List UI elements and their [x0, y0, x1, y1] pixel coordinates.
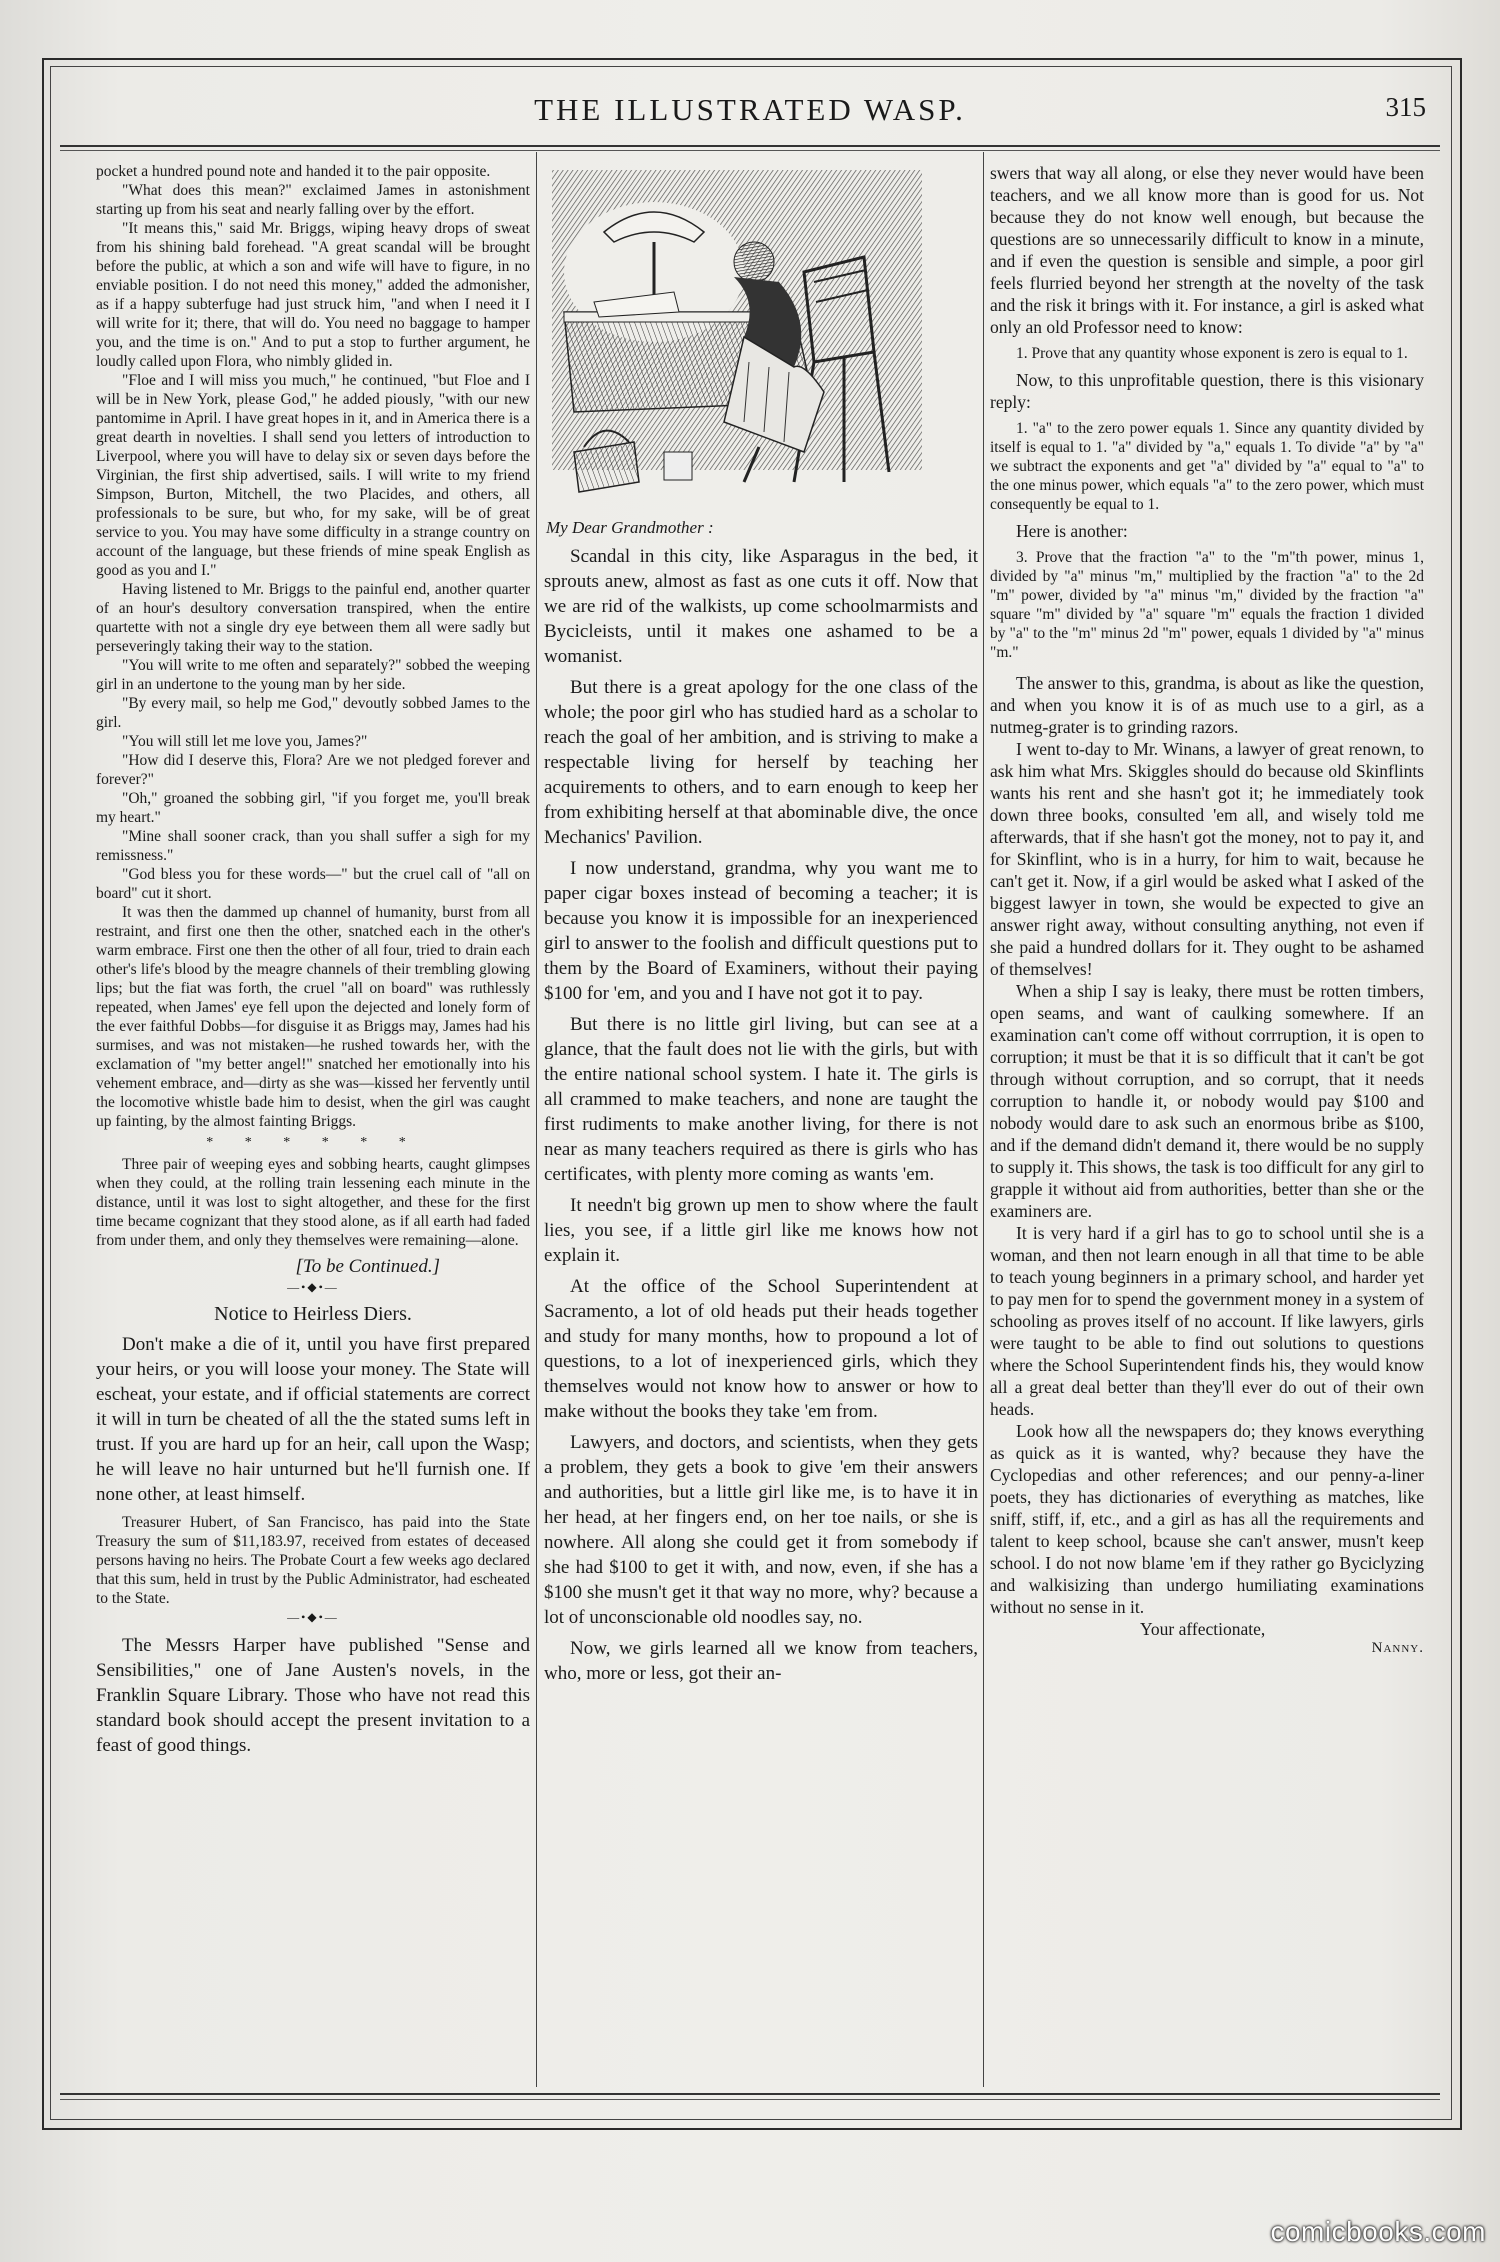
- to-be-continued: [To be Continued.]: [295, 1256, 440, 1277]
- paragraph: The answer to this, grandma, is about as like the question, and when you know it is of as much use to a girl, as a nutmeg-grater is to grinding razors.: [990, 673, 1424, 737]
- footer-rule-thin: [60, 2099, 1440, 2100]
- paragraph: "It means this," said Mr. Briggs, wiping heavy drops of sweat from his shining bald forehead. "A great scandal will be brought before the public, at which a son and wife will have to figure, in no enviable position. I do not need this money," added the admonisher, as if a happy subterfuge had just struck him, "and when I need it I will write for it; there, that will do. You need no baggage to hamper you, and the time is on." And to put a stop to further argument, he loudly called upon Flora, who nimbly glided in.: [96, 220, 530, 370]
- closing: Your affectionate,: [1140, 1619, 1266, 1639]
- paragraph: Three pair of weeping eyes and sobbing hearts, caught glimpses when they could, at the rolling train lessening each minute in the distance, until it was lost to sight altogether, and these for the first time became cognizant that they stood alone, as if all earth had faded from under them, and only they themselves were remaining—alone.: [96, 1156, 530, 1249]
- paragraph: "Mine shall sooner crack, than you shall suffer a sigh for my remissness.": [96, 828, 530, 864]
- letter-salutation: My Dear Grandmother :: [546, 518, 714, 537]
- column-divider-2: [983, 152, 984, 2087]
- paragraph: I went to-day to Mr. Winans, a lawyer of great renown, to ask him what Mrs. Skiggles should do because old Skinflints wants his rent and she hasn't got it; he immediately took down three books, consulted 'em all, and wisely told me afterwards, that if she hasn't got the money, not to pay it, and for Skinflint, who is in a hurry, for him to wait, because he can't get it. Now, if a girl would be asked what I asked of the biggest lawyer in town, she would be expected to give an answer right away, without consulting anything, not even if she paid a hundred dollars for it. They ought to be ashamed of themselves!: [990, 739, 1424, 979]
- paragraph: "How did I deserve this, Flora? Are we not pledged forever and forever?": [96, 752, 530, 788]
- notice-heading: Notice to Heirless Diers.: [214, 1303, 412, 1325]
- paragraph: Here is another:: [1016, 521, 1128, 541]
- paragraph: "God bless you for these words—" but the cruel call of "all on board" cut it short.: [96, 866, 530, 902]
- paragraph: "What does this mean?" exclaimed James in astonishment starting up from his seat and nearly falling over by the effort.: [96, 182, 530, 218]
- question-1: 1. Prove that any quantity whose exponent is zero is equal to 1.: [1016, 345, 1408, 362]
- paragraph: Look how all the newspapers do; they knows everything as quick as it is wanted, why? because they have the Cyclopedias and other references; and our penny-a-liner poets, they has dictionaries of everything as matches, like sniff, stiff, if, etc., and a girl as has all the requirements and talent to keep school, bcause she can't answer, musn't keep school. I do not now blame 'em if they rather go Byciclyzing and walkisizing than undergo humiliating examinations without no sense in it.: [990, 1421, 1424, 1617]
- paragraph: But there is no little girl living, but can see at a glance, that the fault does not lie with the girls, but with the entire national school system. I hate it. The girls is all crammed to make teachers, and none are taught the first rudiments to make another living, for there is not near as many teachers required as there is girls who has certificates, with plenty more coming as wants 'em.: [544, 1014, 978, 1185]
- page-number: 315: [1385, 92, 1426, 122]
- column-1: [96, 162, 530, 1764]
- paragraph: At the office of the School Superintendent at Sacramento, a lot of old heads put their heads together and study for many months, how to propound a lot of questions, to a lot of inexperienced girls, which they themselves would not know how to answer or how to make without the books they take 'em from.: [544, 1276, 978, 1422]
- paragraph: Don't make a die of it, until you have first prepared your heirs, or you will loose your money. The State will escheat, your estate, and if official statements are correct it will in turn be cheated of all the the stated sums left in trust. If you are hard up for an heir, call upon the Wasp; he will leave no hair unturned but he'll furnish one. If none other, at least himself.: [96, 1334, 530, 1505]
- paragraph: "You will write to me often and separately?" sobbed the weeping girl in an undertone to the young man by her side.: [96, 657, 530, 693]
- column-3: [990, 162, 1424, 1657]
- paragraph: "You will still let me love you, James?": [122, 733, 368, 750]
- paragraph: Now, we girls learned all we know from teachers, who, more or less, got their an-: [544, 1638, 978, 1684]
- column-divider-1: [536, 152, 537, 2087]
- reply: 1. "a" to the zero power equals 1. Since any quantity divided by itself is equal to 1. "a" divided by "a," equals 1. To divide "a" by "a" we subtract the exponents and get "a" divided by "a" equal to "a" to the one minus power, which equals "a" to the zero power, which must consequently be equal to 1.: [990, 420, 1424, 513]
- paragraph: But there is a great apology for the one class of the whole; the poor girl who has studied hard as a scholar to reach the goal of her ambition, and is striving to make a respectable living for herself by teaching her acquirements to others, and to earn enough to keep her from exhibiting herself at that abominable dive, the once Mechanics' Pavilion.: [544, 677, 978, 848]
- header-rule-thin: [60, 150, 1440, 151]
- paragraph: Scandal in this city, like Asparagus in the bed, it sprouts anew, almost as fast as one cuts it off. Now that we are rid of the walkists, up come schoolmarmists and Bycicleists, until it makes one ashamed to be a womanist.: [544, 546, 978, 667]
- paragraph: Having listened to Mr. Briggs to the painful end, another quarter of an hour's desultory conversation transpired, when the entire quartette with not a single dry eye between them all were sadly but perseveringly taking their way to the station.: [96, 581, 530, 655]
- paragraph: "By every mail, so help me God," devoutly sobbed James to the girl.: [96, 695, 530, 731]
- girl-studying-by-lamp-icon: [544, 162, 930, 512]
- paragraph: "Floe and I will miss you much," he continued, "but Floe and I will be in New York, please God," he added piously, "with our new pantomime in April. I have great hopes in it, and in America there is a great dearth in novelties. I shall send you letters of introduction to Liverpool, where you will have to delay six or seven days before the Virginian, the first ship advertised, sails. I will write to my friend Simpson, Burton, Mitchell, the two Placides, and others, all professionals to be sure, but who, for my sake, will be of great service to you. You may have some difficulty in a strange country on account of the language, but these friends of mine speak English as good as you and I.": [96, 372, 530, 579]
- paragraph: The Messrs Harper have published "Sense and Sensibilities," one of Jane Austen's novels, in the Franklin Square Library. Those who have not read this standard book should accept the present invitation to a feast of good things.: [96, 1635, 530, 1756]
- paragraph: Treasurer Hubert, of San Francisco, has paid into the State Treasury the sum of $11,183.97, received from estates of deceased persons having no heirs. The Probate Court a few weeks ago declared that this sum, held in trust by the Public Administrator, had escheated to the State.: [96, 1514, 530, 1607]
- paragraph: It was then the dammed up channel of humanity, burst from all restraint, and first one then the other, snatched each in the other's warm embrace. First one then the other of all four, tried to drain each other's life's blood by the meagre channels of their trembling glowing lips; but the fiat was forth, the cruel "all on board" was ruthlessly repeated, when James' eye fell upon the dejected and lonely form of the ever faithful Dobbs—for disguise it as Briggs may, James had his surmises, and was not mistaken—he rushed towards her, with the exclamation of "my better angel!" snatched her emotionally into his vehement embrace, and—dirty as she was—kissed her fervently until the locomotive whistle bade him to desist, when the girl was caught up fainting, by the almost fainting Briggs.: [96, 904, 530, 1130]
- paragraph: It needn't big grown up men to show where the fault lies, you see, if a little girl like me knows how not explain it.: [544, 1195, 978, 1266]
- paragraph: Lawyers, and doctors, and scientists, when they gets a problem, they gets a book to give 'em their answers and authorities, but a little girl like me, is to have it in her head, at her fingers end, on her toe nails, or she is nowhere. All along she could get it from somebody if she had $100 to get it with, and now, even, if she has a $100 she musn't get it that way no more, why? because a lot of unconscionable old noodles say, no.: [544, 1432, 978, 1628]
- page-title: THE ILLUSTRATED WASP.: [534, 92, 966, 127]
- signature: Nanny.: [1371, 1640, 1424, 1656]
- watermark: comicbooks.com: [1270, 2216, 1486, 2247]
- question-3: 3. Prove that the fraction "a" to the "m"th power, minus 1, divided by "a" minus "m," multiplied by the fraction "a" to the 2d "m" power, divided by "a" minus "m," divided by the fraction "a" square "m" divided by "a" square "m" equals the fraction 1 divided by "a" to the "m" minus 2d "m" power, equals 1 divided by "a" minus "m.": [990, 549, 1424, 661]
- paragraph: Now, to this unprofitable question, there is this visionary reply:: [990, 370, 1424, 412]
- footer-rule: [60, 2093, 1440, 2095]
- section-break-stars: * * * * * *: [206, 1135, 420, 1150]
- paragraph: swers that way all along, or else they never would have been teachers, and we all know more than is good for us. Not because they do not know well enough, but because the questions are so unnecessarily difficult to know in a minute, and if even the question is sensible and simple, a poor girl feels flurried beyond her strength at the novelty of the task and the risk it brings with it. For instance, a girl is asked what only an old Professor need to know:: [990, 163, 1424, 337]
- paragraph: It is very hard if a girl has to go to school until she is a woman, and then not learn enough in all that time to be able to teach young beginners in a primary school, and harder yet to pay men for to spend the government money in a system of schooling as proves itself of no account. If like lawyers, girls were taught to be able to find out solutions to questions where the School Superintendent finds his, they would know all a great deal better than they'll ever do out of their own heads.: [990, 1223, 1424, 1419]
- ornament-divider: —•◆•—: [287, 1610, 339, 1624]
- paragraph: When a ship I say is leaky, there must be rotten timbers, open seams, and want of caulking somewhere. If an examination can't come off without corrruption, it is open to corruption; it must be that it is so difficult that it can't be got through without corruption, and so corrupt, that it needs corruption to handle it, or nobody would pay $100 and nobody would dare to ask such an enormous bribe as $100, and if the demand didn't demand it, there would be no supply to supply it. This shows, the task is too difficult for any girl to grapple it without aid from authorities, better than she or the examiners are.: [990, 981, 1424, 1221]
- header-rule: [60, 145, 1440, 147]
- column-2: [544, 162, 978, 1692]
- paragraph: pocket a hundred pound note and handed it to the pair opposite.: [96, 163, 491, 180]
- paragraph: I now understand, grandma, why you want me to paper cigar boxes instead of becoming a teacher; it is because you know it is impossible for an inexperienced girl to answer to the foolish and difficult questions put to them by the Board of Examiners, without their paying $100 for 'em, and you and I have not got it to pay.: [544, 858, 978, 1004]
- paragraph: "Oh," groaned the sobbing girl, "if you forget me, you'll break my heart.": [96, 790, 530, 826]
- ornament-divider: —•◆•—: [287, 1280, 339, 1294]
